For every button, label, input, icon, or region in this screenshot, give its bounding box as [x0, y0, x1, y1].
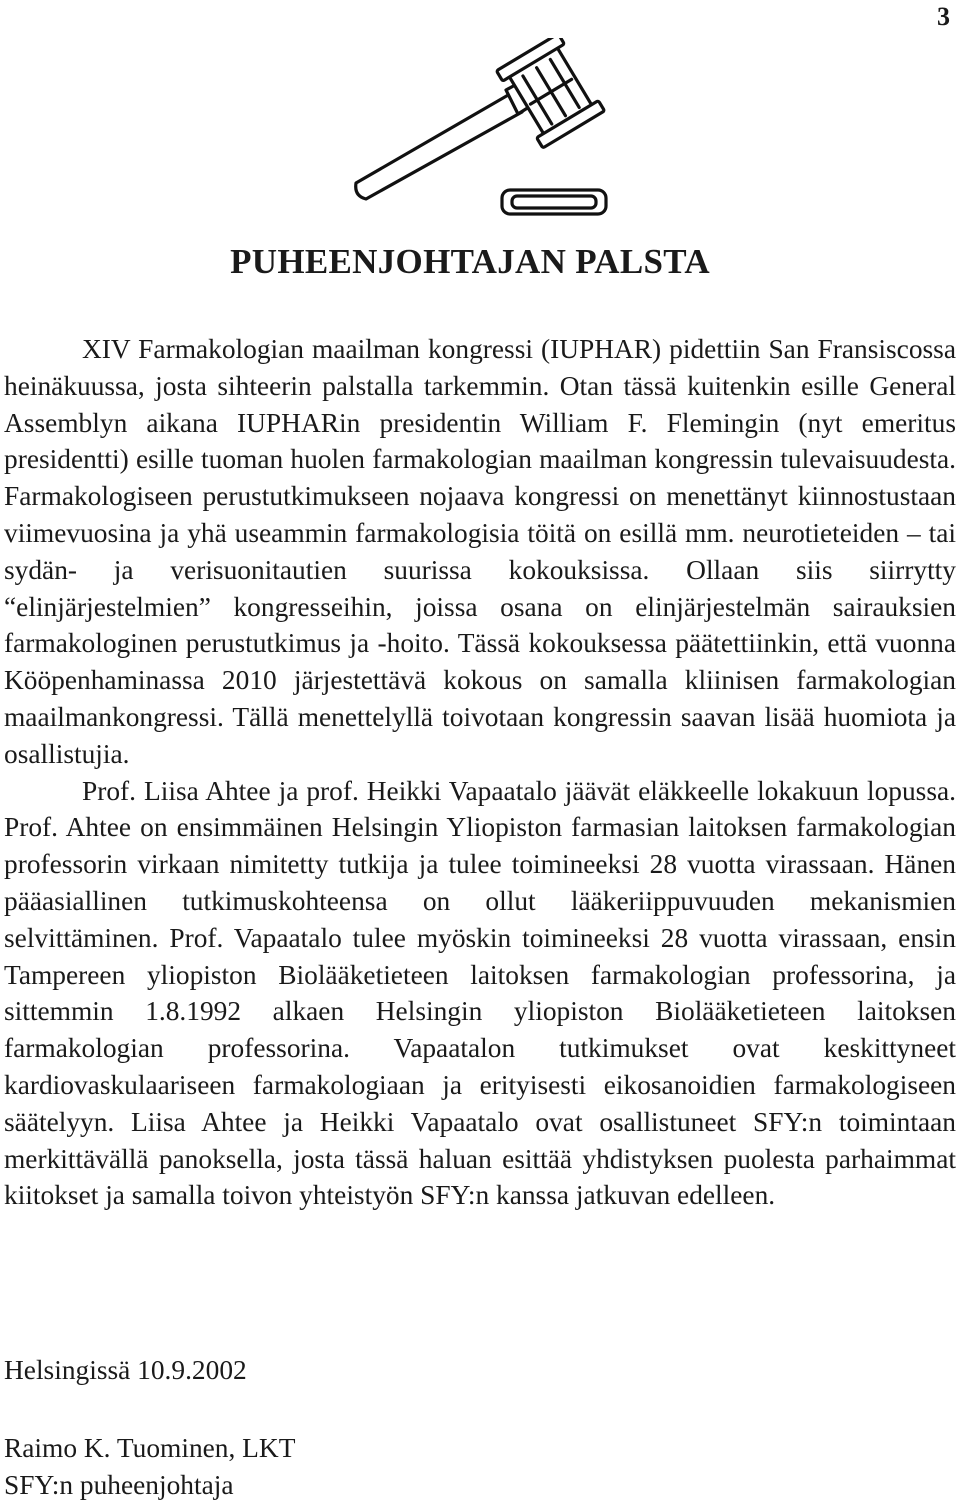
page-title: PUHEENJOHTAJAN PALSTA	[230, 242, 710, 281]
place-date: Helsingissä 10.9.2002	[4, 1355, 247, 1385]
page-number: 3	[937, 2, 950, 31]
gavel-icon	[350, 38, 620, 220]
article-paragraph: XIV Farmakologian maailman kongressi (IUPHAR) pidettiin San Fransiscossa heinäkuussa, josta sihteerin palstalla tarkemmin. Otan tässä kuitenkin esille General Assemblyn aikana IUPHARin presidentin William F. Flemingin (nyt emeritus presidentti) esille tuoman huolen farmakologian maailman kongressin tulevaisuudesta. Farmakologiseen perustutkimukseen nojaava kongressi on menettänyt kiinnostustaan viimevuosina ja yhä useammin farmakologisia töitä on esillä mm. neurotieteiden – tai sydän- ja verisuonitautien suurissa kokouksissa. Ollaan siis siirrytty “elinjärjestelmien” kongresseihin, joissa osana on elinjärjestelmän sairauksien farmakologinen perustutkimus ja -hoito. Tässä kokouksessa päätettiinkin, että vuonna Kööpenhaminassa 2010 järjestettävä kokous on samalla kliinisen farmakologian maailmankongressi. Tällä menettelyllä toivotaan kongressin saavan lisää huomiota ja osallistujia.	[4, 334, 956, 769]
signature-name: Raimo K. Tuominen, LKT	[4, 1433, 296, 1463]
article-body	[4, 331, 956, 1214]
article-paragraph: Prof. Liisa Ahtee ja prof. Heikki Vapaatalo jäävät eläkkeelle lokakuun lopussa. Prof. Ahtee on ensimmäinen Helsingin Yliopiston farmasian laitoksen farmakologian professorin virkaan nimitetty tutkija ja tulee toimineeksi 28 vuotta virassaan. Hänen pääasiallinen tutkimuskohteensa on ollut lääkeriippuvuuden mekanismien selvittäminen. Prof. Vapaatalo tulee myöskin toimineeksi 28 vuotta virassaan, ensin Tampereen yliopiston Biolääketieteen laitoksen farmakologian professorina, ja sittemmin 1.8.1992 alkaen Helsingin yliopiston Biolääketieteen laitoksen farmakologian professorina. Vapaatalon tutkimukset ovat keskittyneet kardiovaskulaariseen farmakologiaan ja erityisesti eikosanoidien farmakologiseen säätelyyn. Liisa Ahtee ja Heikki Vapaatalo ovat osallistuneet SFY:n toimintaan merkittävällä panoksella, josta tässä haluan esittää yhdistyksen puolesta parhaimmat kiitokset ja samalla toivon yhteistyön SFY:n kanssa jatkuvan edelleen.	[4, 775, 956, 1211]
signature-role: SFY:n puheenjohtaja	[4, 1470, 234, 1500]
